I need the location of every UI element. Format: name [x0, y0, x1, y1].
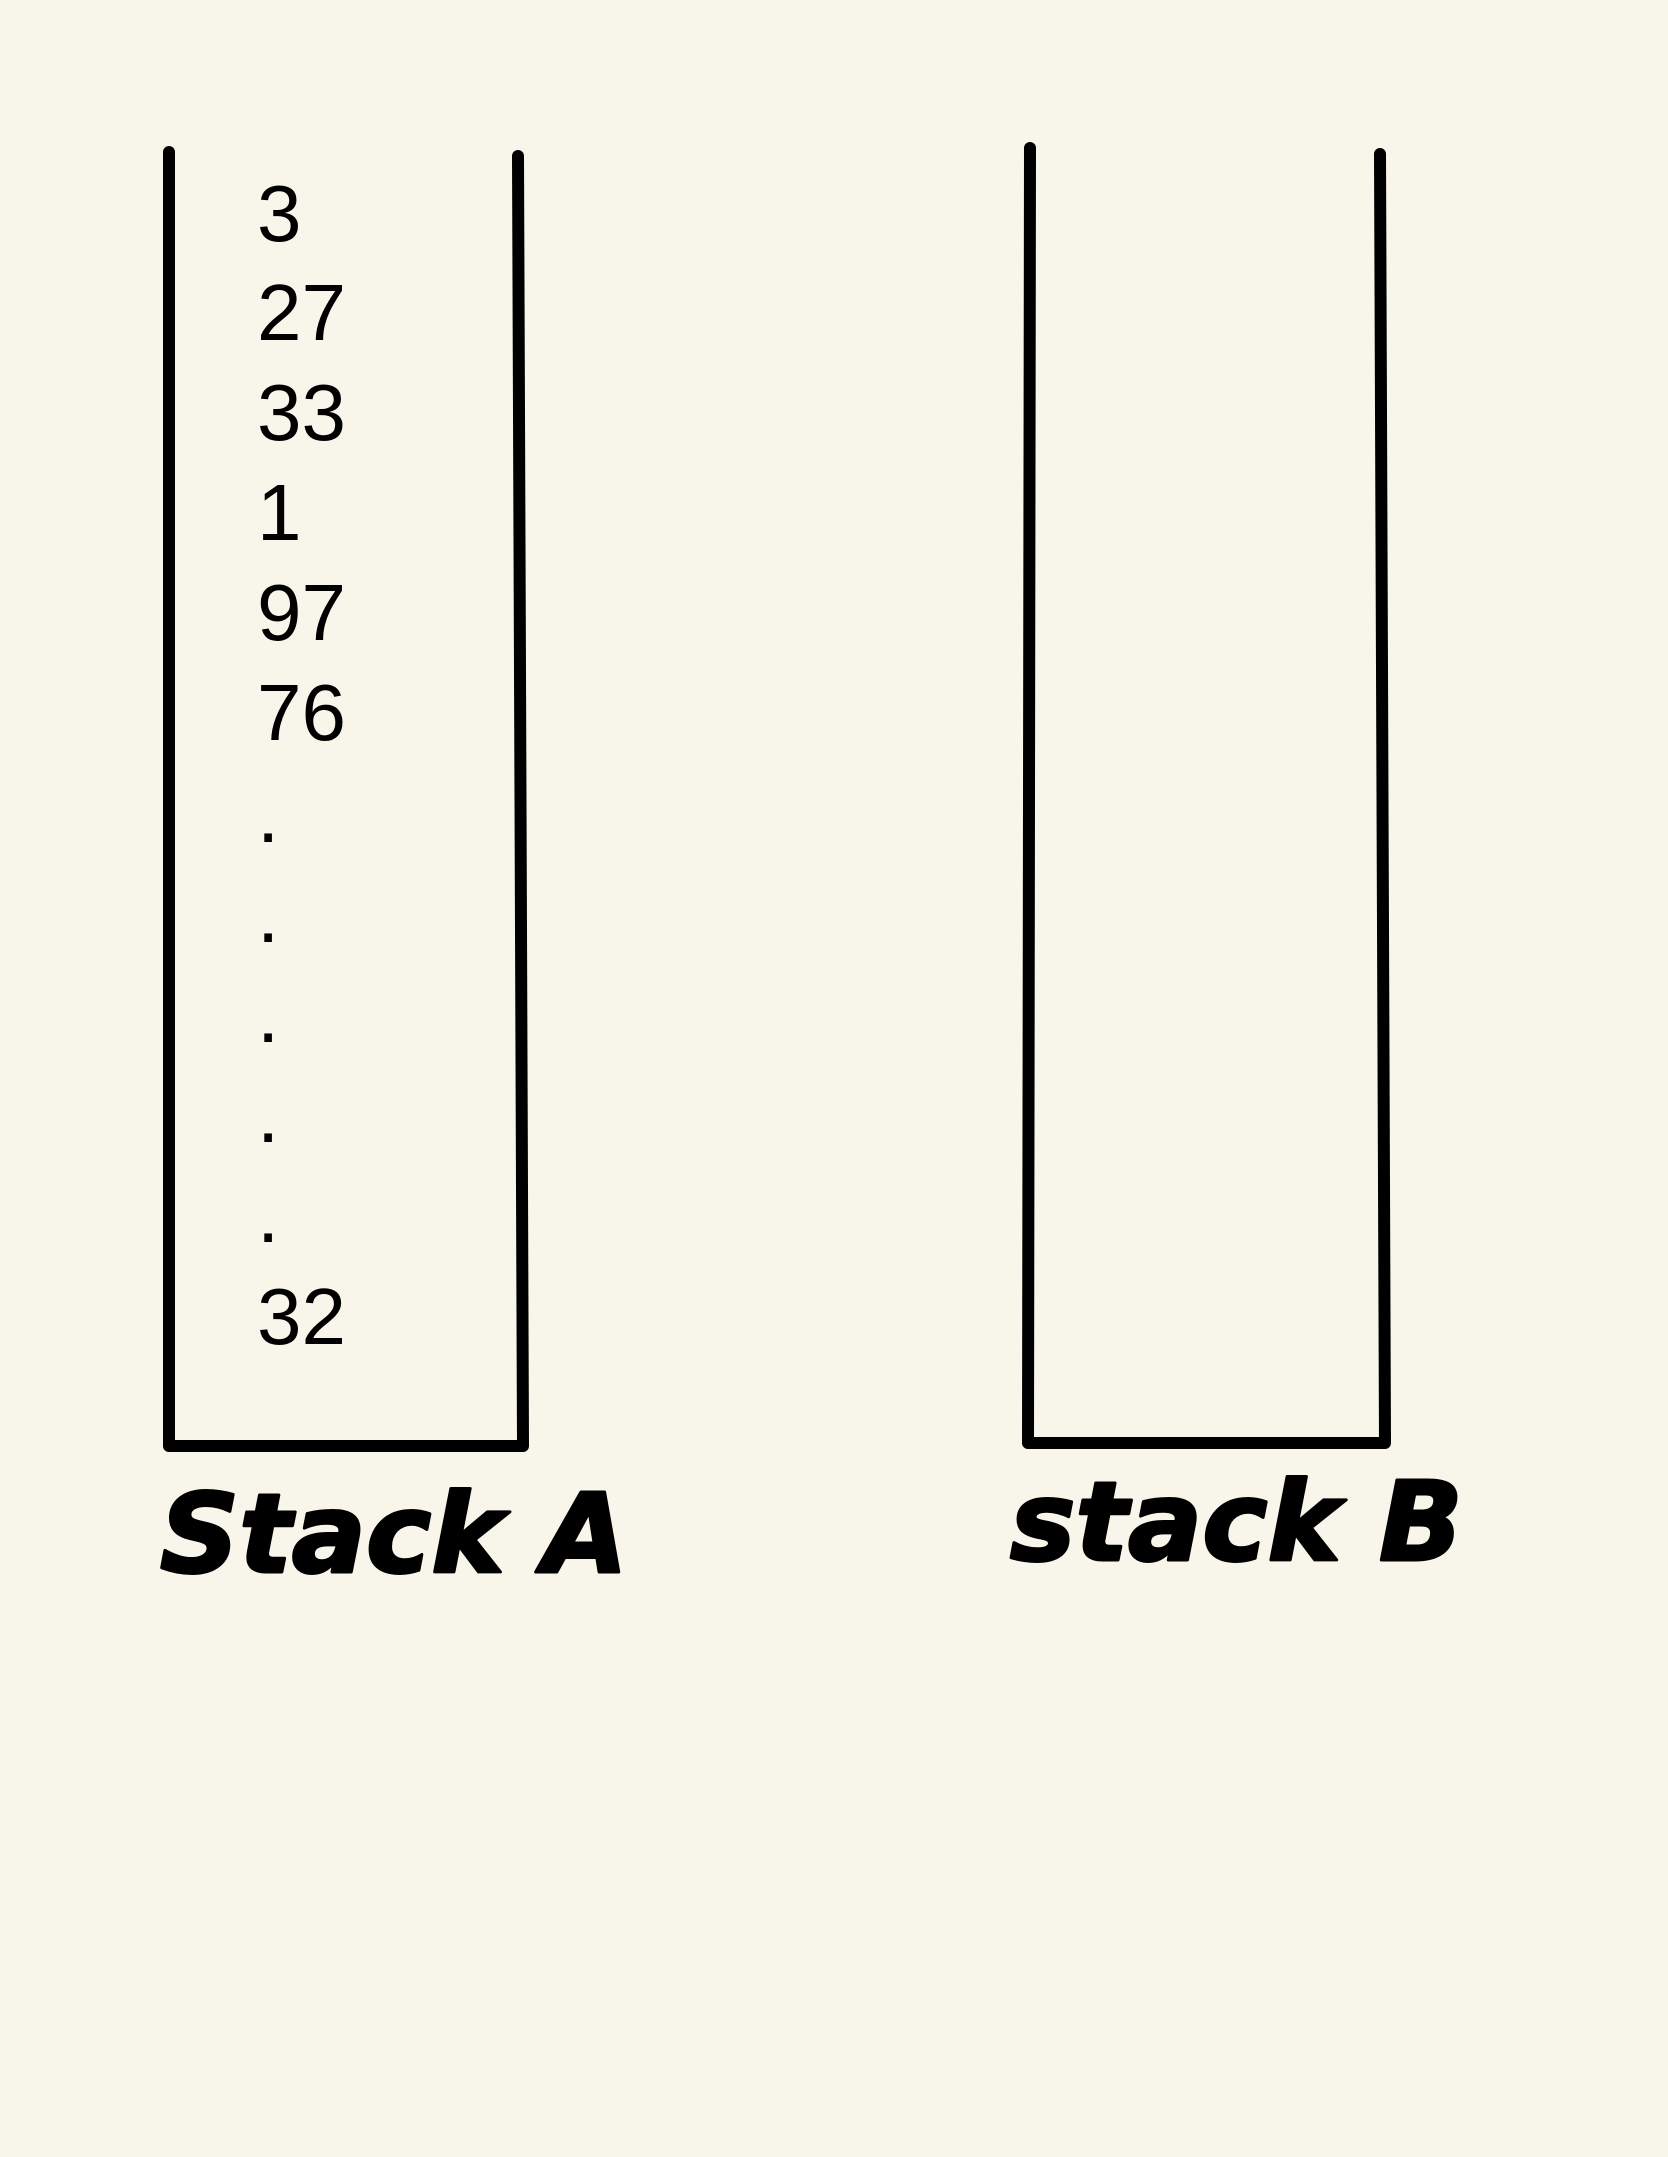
stack-item: 3 — [257, 169, 302, 258]
stack-item: 27 — [257, 268, 346, 357]
stack-a-container — [169, 152, 523, 1446]
stack-a — [160, 152, 628, 1598]
stack-a-items — [257, 169, 346, 1361]
stack-item-ellipsis: . — [257, 1170, 280, 1259]
stack-item: 1 — [257, 468, 302, 557]
stack-item: 97 — [257, 568, 346, 657]
stack-item-ellipsis: . — [257, 770, 280, 859]
stack-item-ellipsis: . — [257, 1070, 280, 1159]
stack-item: 33 — [257, 368, 346, 457]
stack-b — [1010, 148, 1463, 1586]
stack-item: 76 — [257, 668, 346, 757]
stack-item: 32 — [257, 1272, 346, 1361]
stack-item-ellipsis: . — [257, 870, 280, 959]
stack-b-label: stack B — [1010, 1458, 1463, 1586]
stack-item-ellipsis: . — [257, 970, 280, 1059]
stack-b-container — [1028, 148, 1385, 1443]
stack-a-label: Stack A — [160, 1470, 628, 1598]
